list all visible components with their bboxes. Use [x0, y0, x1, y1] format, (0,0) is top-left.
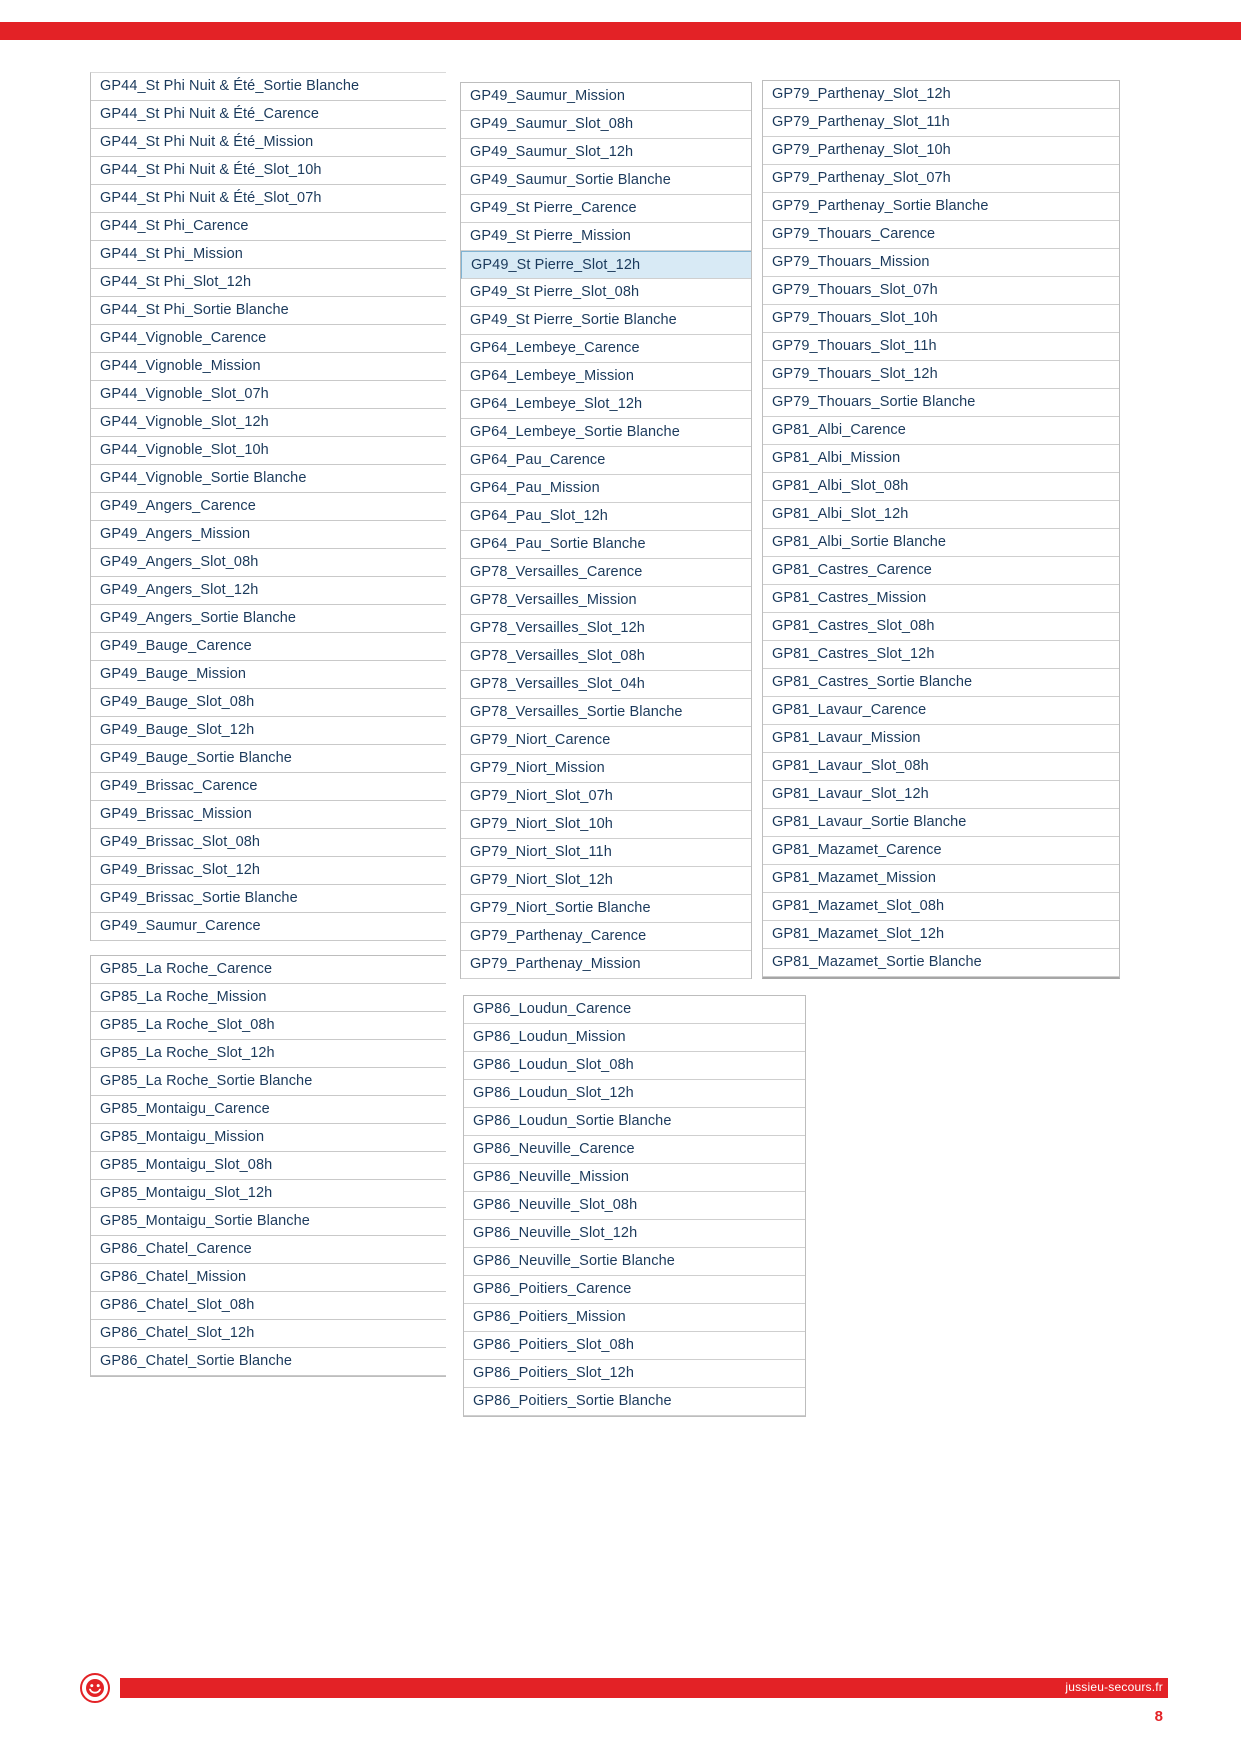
list-item[interactable]: GP86_Chatel_Sortie Blanche [91, 1348, 446, 1376]
list-item[interactable]: GP86_Neuville_Sortie Blanche [464, 1248, 805, 1276]
list-item[interactable]: GP49_Bauge_Mission [91, 661, 446, 689]
list-item[interactable]: GP49_Angers_Slot_12h [91, 577, 446, 605]
list-item[interactable]: GP49_Saumur_Mission [461, 83, 751, 111]
list-item[interactable]: GP64_Pau_Carence [461, 447, 751, 475]
list-item[interactable]: GP81_Castres_Slot_08h [763, 613, 1119, 641]
list-item[interactable]: GP85_Montaigu_Slot_08h [91, 1152, 446, 1180]
list-item[interactable]: GP78_Versailles_Slot_08h [461, 643, 751, 671]
list-item[interactable]: GP85_La Roche_Carence [91, 956, 446, 984]
list-item[interactable]: GP78_Versailles_Slot_12h [461, 615, 751, 643]
list-item[interactable]: GP86_Neuville_Slot_12h [464, 1220, 805, 1248]
list-item[interactable]: GP49_Brissac_Sortie Blanche [91, 885, 446, 913]
list-column-3[interactable] [762, 80, 1120, 979]
list-item[interactable]: GP79_Thouars_Sortie Blanche [763, 389, 1119, 417]
list-item[interactable]: GP79_Parthenay_Mission [461, 951, 751, 979]
list-item[interactable]: GP78_Versailles_Sortie Blanche [461, 699, 751, 727]
list-item[interactable]: GP81_Lavaur_Sortie Blanche [763, 809, 1119, 837]
list-item[interactable]: GP64_Pau_Sortie Blanche [461, 531, 751, 559]
list-item[interactable]: GP49_Bauge_Slot_08h [91, 689, 446, 717]
list-item[interactable]: GP85_Montaigu_Carence [91, 1096, 446, 1124]
list-item[interactable]: GP86_Chatel_Carence [91, 1236, 446, 1264]
list-item[interactable]: GP85_La Roche_Slot_08h [91, 1012, 446, 1040]
list-item[interactable]: GP86_Loudun_Sortie Blanche [464, 1108, 805, 1136]
list-item[interactable]: GP44_St Phi Nuit & Été_Mission [91, 129, 446, 157]
company-logo-icon [80, 1673, 110, 1703]
list-item[interactable]: GP81_Mazamet_Mission [763, 865, 1119, 893]
list-item[interactable]: GP64_Lembeye_Sortie Blanche [461, 419, 751, 447]
list-item[interactable]: GP44_St Phi_Mission [91, 241, 446, 269]
list-item[interactable]: GP81_Albi_Carence [763, 417, 1119, 445]
list-item[interactable]: GP86_Neuville_Slot_08h [464, 1192, 805, 1220]
list-item[interactable]: GP81_Mazamet_Carence [763, 837, 1119, 865]
list-item[interactable]: GP86_Neuville_Carence [464, 1136, 805, 1164]
list-item[interactable]: GP81_Albi_Mission [763, 445, 1119, 473]
list-item[interactable]: GP81_Castres_Slot_12h [763, 641, 1119, 669]
list-item[interactable]: GP49_Brissac_Carence [91, 773, 446, 801]
list-item[interactable]: GP86_Chatel_Mission [91, 1264, 446, 1292]
list-item[interactable]: GP85_La Roche_Slot_12h [91, 1040, 446, 1068]
list-item[interactable]: GP86_Loudun_Mission [464, 1024, 805, 1052]
list-item[interactable]: GP81_Lavaur_Mission [763, 725, 1119, 753]
list-item[interactable]: GP86_Poitiers_Mission [464, 1304, 805, 1332]
list-item[interactable]: GP49_Angers_Sortie Blanche [91, 605, 446, 633]
list-item[interactable]: GP44_St Phi_Carence [91, 213, 446, 241]
list-item[interactable]: GP85_Montaigu_Mission [91, 1124, 446, 1152]
list-item[interactable]: GP81_Castres_Carence [763, 557, 1119, 585]
footer-accent-bar [120, 1678, 1168, 1698]
list-item[interactable]: GP64_Lembeye_Carence [461, 335, 751, 363]
list-column-2-bottom[interactable] [463, 995, 806, 1417]
list-item[interactable]: GP79_Parthenay_Carence [461, 923, 751, 951]
list-item[interactable]: GP44_St Phi Nuit & Été_Slot_07h [91, 185, 446, 213]
list-item[interactable]: GP81_Lavaur_Slot_08h [763, 753, 1119, 781]
list-item[interactable]: GP86_Chatel_Slot_12h [91, 1320, 446, 1348]
list-item[interactable]: GP81_Mazamet_Slot_08h [763, 893, 1119, 921]
list-item[interactable]: GP81_Castres_Sortie Blanche [763, 669, 1119, 697]
list-item[interactable]: GP44_St Phi Nuit & Été_Slot_10h [91, 157, 446, 185]
list-item[interactable]: GP86_Poitiers_Carence [464, 1276, 805, 1304]
list-item[interactable]: GP44_Vignoble_Mission [91, 353, 446, 381]
list-item[interactable]: GP49_Saumur_Carence [91, 913, 446, 941]
list-item[interactable]: GP64_Pau_Mission [461, 475, 751, 503]
list-item[interactable]: GP79_Thouars_Mission [763, 249, 1119, 277]
list-item[interactable]: GP81_Mazamet_Sortie Blanche [763, 949, 1119, 977]
list-item[interactable]: GP79_Niort_Carence [461, 727, 751, 755]
list-item[interactable]: GP44_St Phi_Slot_12h [91, 269, 446, 297]
list-item[interactable]: GP64_Pau_Slot_12h [461, 503, 751, 531]
list-item[interactable]: GP49_Saumur_Slot_08h [461, 111, 751, 139]
list-item[interactable]: GP79_Thouars_Slot_12h [763, 361, 1119, 389]
list-item[interactable]: GP44_Vignoble_Slot_07h [91, 381, 446, 409]
list-item[interactable]: GP81_Lavaur_Slot_12h [763, 781, 1119, 809]
list-item[interactable]: GP49_Brissac_Mission [91, 801, 446, 829]
list-item[interactable]: GP44_St Phi Nuit & Été_Carence [91, 101, 446, 129]
list-item[interactable]: GP49_Angers_Mission [91, 521, 446, 549]
list-item[interactable]: GP81_Castres_Mission [763, 585, 1119, 613]
list-item[interactable]: GP79_Thouars_Slot_07h [763, 277, 1119, 305]
list-item[interactable]: GP44_Vignoble_Slot_12h [91, 409, 446, 437]
list-item[interactable]: GP79_Parthenay_Sortie Blanche [763, 193, 1119, 221]
list-item[interactable]: GP86_Loudun_Carence [464, 996, 805, 1024]
list-item[interactable]: GP79_Parthenay_Slot_11h [763, 109, 1119, 137]
list-item[interactable]: GP79_Niort_Slot_07h [461, 783, 751, 811]
list-item[interactable]: GP79_Thouars_Carence [763, 221, 1119, 249]
list-item[interactable]: GP86_Loudun_Slot_08h [464, 1052, 805, 1080]
list-item[interactable]: GP49_St Pierre_Mission [461, 223, 751, 251]
list-item[interactable]: GP49_Bauge_Sortie Blanche [91, 745, 446, 773]
list-item[interactable]: GP86_Neuville_Mission [464, 1164, 805, 1192]
list-item[interactable]: GP81_Albi_Slot_08h [763, 473, 1119, 501]
list-item[interactable]: GP86_Poitiers_Slot_08h [464, 1332, 805, 1360]
list-item[interactable]: GP86_Poitiers_Slot_12h [464, 1360, 805, 1388]
list-item[interactable]: GP79_Parthenay_Slot_07h [763, 165, 1119, 193]
list-item[interactable]: GP49_Brissac_Slot_12h [91, 857, 446, 885]
list-item[interactable]: GP49_Angers_Slot_08h [91, 549, 446, 577]
list-item[interactable]: GP85_Montaigu_Sortie Blanche [91, 1208, 446, 1236]
list-item[interactable]: GP85_Montaigu_Slot_12h [91, 1180, 446, 1208]
list-item[interactable]: GP86_Poitiers_Sortie Blanche [464, 1388, 805, 1416]
list-item[interactable]: GP79_Parthenay_Slot_10h [763, 137, 1119, 165]
list-item[interactable]: GP79_Niort_Slot_11h [461, 839, 751, 867]
list-item[interactable]: GP81_Mazamet_Slot_12h [763, 921, 1119, 949]
list-item[interactable]: GP78_Versailles_Carence [461, 559, 751, 587]
list-item[interactable]: GP64_Lembeye_Slot_12h [461, 391, 751, 419]
list-item[interactable]: GP86_Loudun_Slot_12h [464, 1080, 805, 1108]
list-column-2-top[interactable] [460, 82, 752, 979]
list-item[interactable]: GP44_Vignoble_Slot_10h [91, 437, 446, 465]
list-item[interactable]: GP78_Versailles_Slot_04h [461, 671, 751, 699]
list-item[interactable]: GP79_Niort_Slot_10h [461, 811, 751, 839]
list-column-1-bottom[interactable] [90, 955, 446, 1377]
top-accent-bar [0, 22, 1241, 40]
list-item[interactable]: GP44_Vignoble_Sortie Blanche [91, 465, 446, 493]
list-item[interactable]: GP49_Saumur_Sortie Blanche [461, 167, 751, 195]
list-item[interactable]: GP49_Bauge_Carence [91, 633, 446, 661]
list-item[interactable]: GP49_Bauge_Slot_12h [91, 717, 446, 745]
list-item[interactable]: GP86_Chatel_Slot_08h [91, 1292, 446, 1320]
list-item[interactable]: GP64_Lembeye_Mission [461, 363, 751, 391]
page-number: 8 [1154, 1708, 1163, 1725]
list-item[interactable]: GP79_Parthenay_Slot_12h [763, 81, 1119, 109]
list-item[interactable]: GP44_Vignoble_Carence [91, 325, 446, 353]
list-item[interactable]: GP49_St Pierre_Carence [461, 195, 751, 223]
list-item[interactable]: GP49_St Pierre_Sortie Blanche [461, 307, 751, 335]
list-column-1-top[interactable] [90, 72, 446, 941]
list-item[interactable]: GP79_Niort_Slot_12h [461, 867, 751, 895]
list-item[interactable]: GP81_Lavaur_Carence [763, 697, 1119, 725]
list-item[interactable]: GP79_Thouars_Slot_10h [763, 305, 1119, 333]
list-item[interactable]: GP85_La Roche_Sortie Blanche [91, 1068, 446, 1096]
list-item[interactable]: GP49_St Pierre_Slot_12h [461, 251, 751, 279]
list-item[interactable]: GP78_Versailles_Mission [461, 587, 751, 615]
list-item[interactable]: GP81_Albi_Sortie Blanche [763, 529, 1119, 557]
list-item[interactable]: GP79_Niort_Mission [461, 755, 751, 783]
list-item[interactable]: GP49_Saumur_Slot_12h [461, 139, 751, 167]
list-item[interactable]: GP49_Brissac_Slot_08h [91, 829, 446, 857]
list-item[interactable]: GP44_St Phi Nuit & Été_Sortie Blanche [91, 73, 446, 101]
list-item[interactable]: GP49_Angers_Carence [91, 493, 446, 521]
list-item[interactable]: GP85_La Roche_Mission [91, 984, 446, 1012]
list-item[interactable]: GP49_St Pierre_Slot_08h [461, 279, 751, 307]
list-item[interactable]: GP81_Albi_Slot_12h [763, 501, 1119, 529]
list-item[interactable]: GP79_Thouars_Slot_11h [763, 333, 1119, 361]
footer-website: jussieu-secours.fr [1065, 1680, 1163, 1694]
list-item[interactable]: GP79_Niort_Sortie Blanche [461, 895, 751, 923]
list-item[interactable]: GP44_St Phi_Sortie Blanche [91, 297, 446, 325]
